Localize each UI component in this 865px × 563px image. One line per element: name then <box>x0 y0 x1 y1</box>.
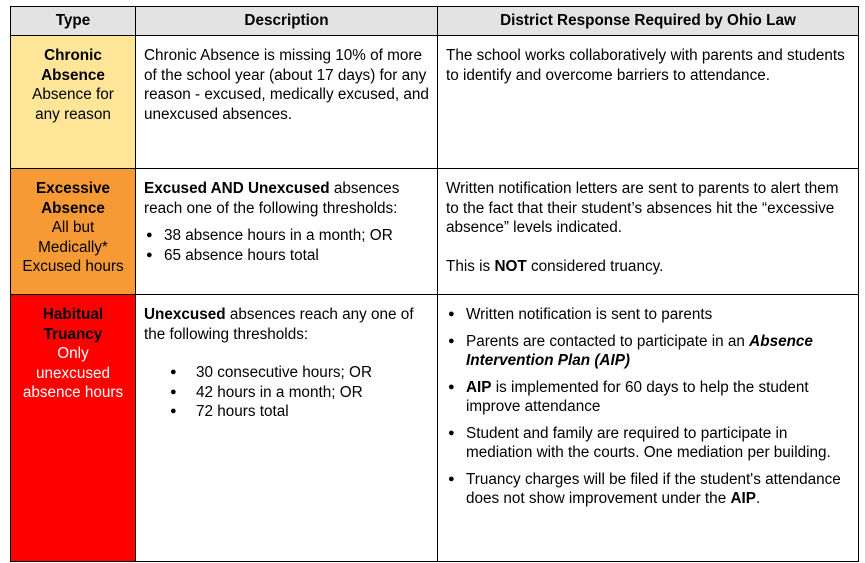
list-item: ● 30 consecutive hours; OR <box>144 363 429 383</box>
note-bold: NOT <box>494 257 527 275</box>
description-bold: Unexcused <box>144 306 226 323</box>
response-text: The school works collaboratively with parents and students to identify and overcome barriers to attendance. <box>446 47 845 84</box>
list-item: ● 72 hours total <box>144 402 429 422</box>
description-cell <box>136 36 438 169</box>
type-subtitle: All but <box>51 219 95 236</box>
attendance-table <box>10 6 859 562</box>
threshold-list <box>144 363 429 422</box>
item-bold: AIP <box>466 378 492 396</box>
description-cell <box>136 295 438 562</box>
item-emphasis: Absence Intervention Plan (AIP) <box>466 332 813 369</box>
note-post: considered truancy. <box>526 257 664 275</box>
list-item: ● Student and family are required to participate in mediation with the courts. One mediation per building. <box>446 424 850 463</box>
type-name: Habitual <box>42 306 104 323</box>
type-subtitle: Excused hours <box>22 258 124 275</box>
description-text <box>144 179 429 218</box>
response-cell <box>438 36 859 169</box>
item-text: is implemented for 60 days to help the student improve attendance <box>466 378 809 415</box>
list-item: ● 42 hours in a month; OR <box>144 383 429 403</box>
type-excessive-absence <box>11 169 136 295</box>
type-name: Absence <box>41 66 105 84</box>
table-row <box>11 295 859 562</box>
description-cell <box>136 169 438 295</box>
response-cell <box>438 295 859 562</box>
header-description: Description <box>136 7 438 36</box>
response-list <box>446 305 850 509</box>
response-cell <box>438 169 859 295</box>
note-pre: This is <box>446 257 495 275</box>
description-rest: absences reach one of the following thresholds: <box>144 180 400 217</box>
list-item: ● 65 absence hours total <box>144 246 429 266</box>
type-subtitle: absence hours <box>22 384 124 401</box>
table-row <box>11 36 859 169</box>
type-subtitle: any reason <box>35 105 111 123</box>
list-item <box>446 470 850 509</box>
type-habitual-truancy <box>11 295 136 562</box>
description-rest: absences reach any one of the following thresholds: <box>144 306 414 343</box>
type-chronic-absence <box>11 36 136 169</box>
description-bold: Excused AND Unexcused <box>144 180 330 197</box>
item-text: . <box>755 490 761 507</box>
item-text: Parents are contacted to participate in an <box>466 332 750 350</box>
type-subtitle: Medically* <box>38 238 108 256</box>
description-text: Chronic Absence is missing 10% of more of the school year (about 17 days) for any reason - excused, medically excused, and unexcused absences. <box>144 47 429 123</box>
list-item <box>446 332 850 371</box>
description-text <box>144 305 429 344</box>
threshold-list <box>144 226 429 265</box>
list-item: ● 38 absence hours in a month; OR <box>144 226 429 246</box>
list-item <box>446 378 850 417</box>
type-subtitle: unexcused <box>36 364 110 382</box>
type-name: Truancy <box>43 325 103 343</box>
type-name: Chronic <box>44 47 102 64</box>
type-subtitle: Absence for <box>32 86 114 103</box>
type-subtitle: Only <box>57 345 89 362</box>
response-note <box>446 257 850 277</box>
header-type: Type <box>11 7 136 36</box>
list-item: ● Written notification is sent to parents <box>446 305 850 325</box>
item-bold: AIP <box>730 490 756 507</box>
response-text: Written notification letters are sent to parents to alert them to the fact that their student’s absences hit the “excessive absence” levels indicated. <box>446 180 839 236</box>
item-text: Truancy charges will be filed if the student's attendance does not show improvement under the <box>466 470 841 507</box>
header-row <box>11 7 859 36</box>
table-row <box>11 169 859 295</box>
header-response: District Response Required by Ohio Law <box>438 7 859 36</box>
type-name: Absence <box>41 199 105 217</box>
type-name: Excessive <box>35 180 110 197</box>
